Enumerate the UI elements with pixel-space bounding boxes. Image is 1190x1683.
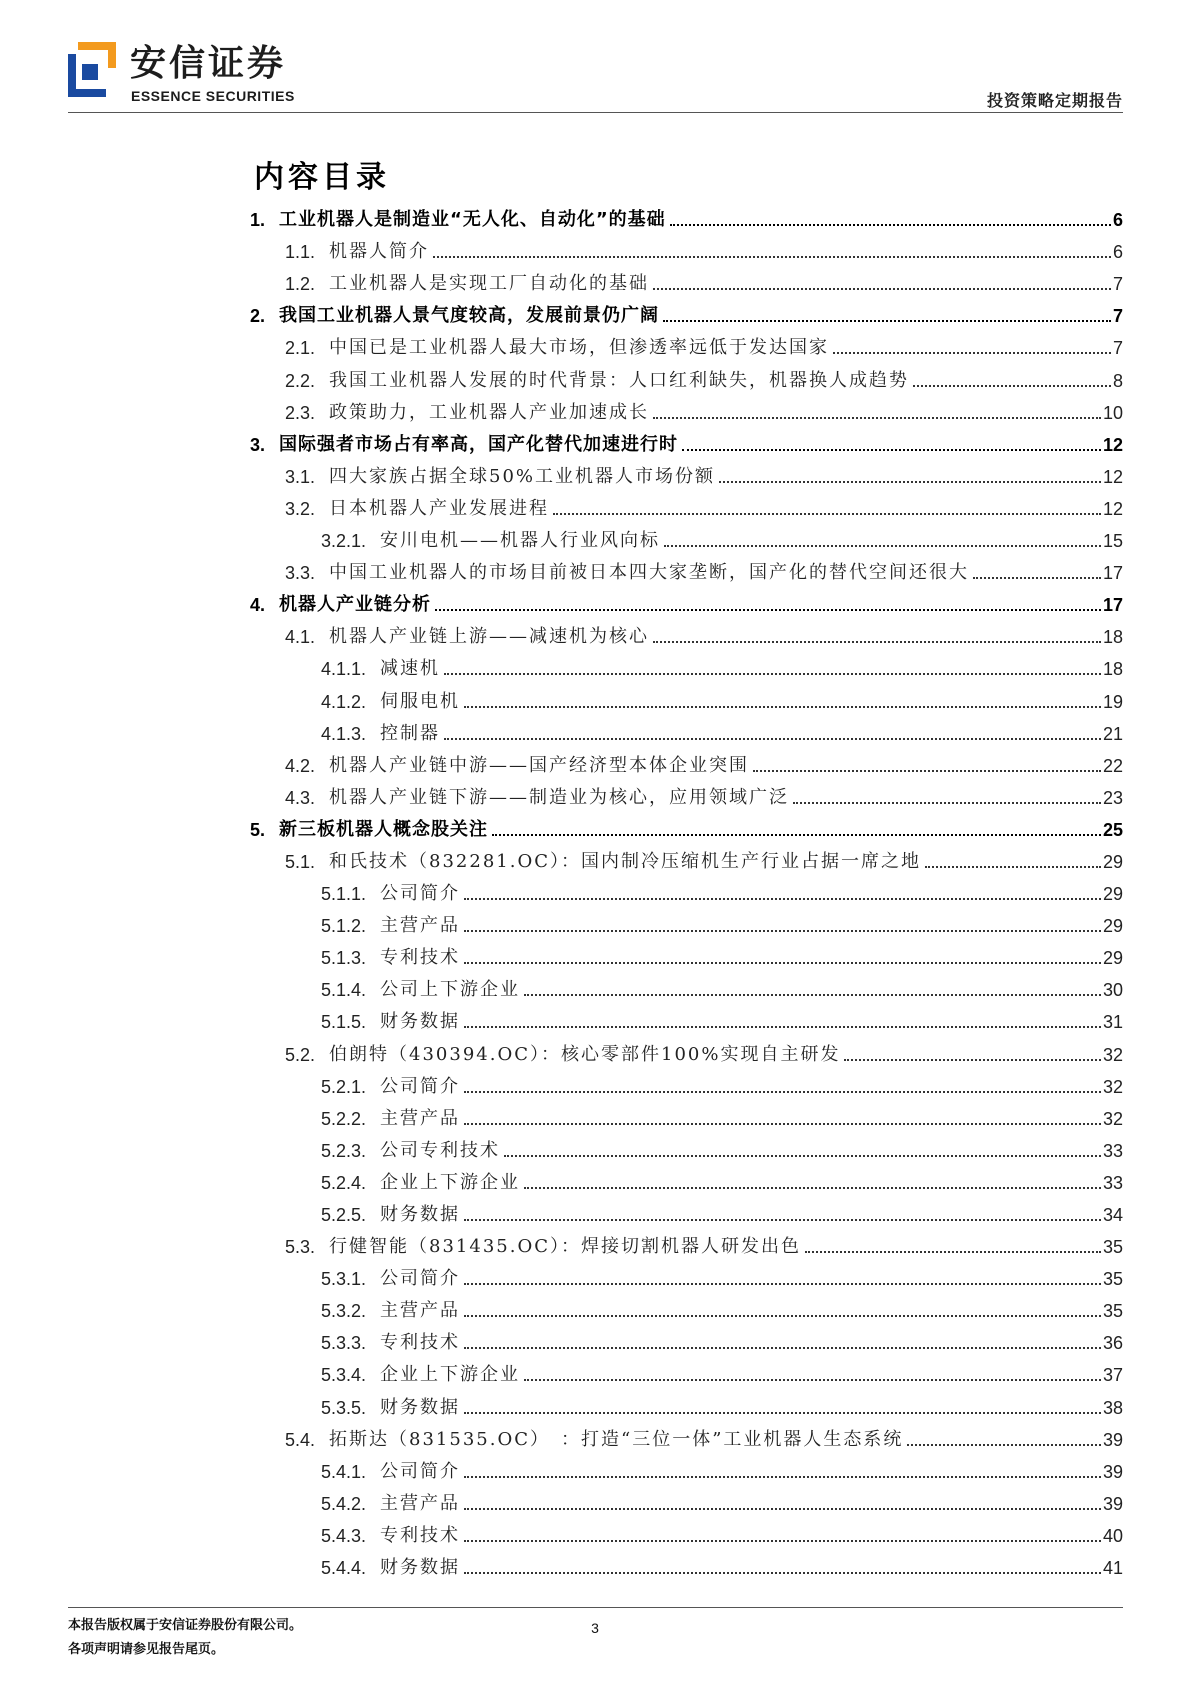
toc-entry-title: 中国工业机器人的市场目前被日本四大家垄断，国产化的替代空间还很大 (329, 562, 970, 584)
toc-entry[interactable] (250, 1420, 1123, 1452)
toc-entry-number: 5.1.5. (321, 1012, 367, 1033)
toc-entry-title: 公司简介 (380, 1268, 461, 1290)
toc-entry[interactable] (250, 425, 1123, 457)
toc-entry-title: 四大家族占据全球50%工业机器人市场份额 (329, 465, 716, 487)
toc-entry-number: 1.2. (285, 274, 316, 295)
toc-entry[interactable] (250, 1067, 1123, 1099)
toc-entry-number: 5.3. (285, 1237, 316, 1258)
toc-entry[interactable] (250, 906, 1123, 938)
toc-entry[interactable] (250, 553, 1123, 585)
toc-entry[interactable] (250, 1227, 1123, 1259)
toc-entry-title: 机器人产业链中游——国产经济型本体企业突围 (329, 754, 750, 776)
toc-entry-page: 25 (1102, 819, 1123, 840)
toc-entry-number: 5.2.5. (321, 1205, 367, 1225)
toc-entry-title: 机器人产业链分析 (279, 594, 432, 616)
toc-entry-number: 5.2.1. (321, 1076, 367, 1097)
toc-entry-page: 19 (1102, 691, 1123, 712)
toc-entry-title: 专利技术 (380, 947, 461, 969)
toc-entry[interactable] (250, 1452, 1123, 1484)
toc-entry[interactable] (250, 810, 1123, 842)
toc-entry-title: 公司专利技术 (380, 1139, 501, 1161)
toc-entry-title: 控制器 (380, 722, 441, 744)
toc-entry-number: 5. (250, 819, 266, 840)
toc-leader-dots (464, 1540, 1101, 1542)
toc-entry[interactable] (250, 393, 1123, 425)
toc-entry-page: 35 (1102, 1269, 1123, 1290)
toc-leader-dots (719, 481, 1101, 483)
toc-leader-dots (464, 930, 1101, 932)
toc-leader-dots (464, 1572, 1101, 1574)
toc-entry-number: 5.3.1. (321, 1269, 367, 1290)
toc-entry-title: 伺服电机 (380, 690, 461, 712)
toc-leader-dots (793, 802, 1101, 804)
toc-leader-dots (464, 1315, 1101, 1317)
toc-entry-number: 4.1.2. (321, 691, 367, 712)
disclaimer-notice: 各项声明请参见报告尾页。 (68, 1642, 225, 1657)
toc-entry-page: 7 (1112, 274, 1123, 295)
toc-entry-title: 企业上下游企业 (380, 1364, 521, 1386)
toc-entry[interactable] (250, 681, 1123, 713)
logo-chinese-name: 安信证券 (130, 43, 287, 84)
toc-leader-dots (464, 898, 1101, 900)
toc-entry-number: 4.1.1. (321, 659, 367, 680)
toc-entry-number: 4. (250, 595, 266, 616)
toc-entry-title: 公司简介 (380, 1075, 461, 1097)
toc-entry[interactable] (250, 746, 1123, 778)
toc-entry-page: 39 (1102, 1493, 1123, 1514)
toc-entry-title: 公司简介 (380, 883, 461, 905)
company-logo (68, 42, 368, 106)
toc-entry-number: 4.1.3. (321, 723, 367, 744)
toc-entry[interactable] (250, 1484, 1123, 1516)
toc-entry-page: 15 (1102, 531, 1123, 552)
toc-entry[interactable] (250, 1131, 1123, 1163)
toc-entry-page: 17 (1102, 563, 1123, 584)
toc-entry-title: 拓斯达（831535.OC） ：打造“三位一体”工业机器人生态系统 (329, 1428, 904, 1450)
toc-entry-number: 1. (250, 210, 266, 231)
toc-leader-dots (464, 1508, 1101, 1510)
toc-leader-dots (653, 641, 1101, 643)
toc-entry[interactable] (250, 521, 1123, 553)
toc-entry-number: 2.1. (285, 338, 316, 359)
toc-entry-page: 29 (1102, 884, 1123, 905)
toc-entry-page: 21 (1102, 723, 1123, 744)
toc-entry-title: 财务数据 (380, 1011, 461, 1033)
toc-entry-title: 我国工业机器人发展的时代背景：人口红利缺失，机器换人成趋势 (329, 369, 910, 391)
toc-entry-title: 机器人简介 (329, 241, 430, 263)
toc-entry-number: 3. (250, 434, 266, 455)
toc-entry-number: 5.1.1. (321, 884, 367, 905)
toc-entry-title: 减速机 (380, 658, 441, 680)
toc-leader-dots (464, 1347, 1101, 1349)
toc-entry-page: 30 (1102, 980, 1123, 1001)
toc-entry-title: 财务数据 (380, 1396, 461, 1418)
toc-entry[interactable] (250, 1323, 1123, 1355)
toc-leader-dots (682, 449, 1101, 451)
toc-entry-page: 35 (1102, 1301, 1123, 1322)
toc-entry-page: 41 (1102, 1558, 1123, 1579)
toc-leader-dots (464, 1283, 1101, 1285)
toc-leader-dots (753, 770, 1101, 772)
toc-leader-dots (464, 1412, 1101, 1414)
copyright-notice: 本报告版权属于安信证券股份有限公司。 (68, 1618, 303, 1633)
toc-entry-page: 33 (1102, 1140, 1123, 1161)
toc-entry-page: 7 (1112, 338, 1123, 359)
toc-entry-number: 5.1.4. (321, 980, 367, 1001)
toc-entry-number: 4.2. (285, 755, 316, 776)
toc-entry-page: 39 (1102, 1461, 1123, 1482)
logo-english-name: ESSENCE SECURITIES (131, 88, 295, 104)
toc-entry-number: 5.2.3. (321, 1140, 367, 1161)
toc-entry[interactable] (250, 714, 1123, 746)
toc-entry[interactable] (250, 328, 1123, 360)
toc-entry[interactable] (250, 1099, 1123, 1131)
toc-entry-page: 10 (1102, 402, 1123, 423)
toc-entry-title: 我国工业机器人景气度较高，发展前景仍广阔 (279, 305, 660, 327)
toc-entry[interactable] (250, 617, 1123, 649)
toc-entry-page: 12 (1102, 498, 1123, 519)
toc-leader-dots (524, 994, 1101, 996)
toc-entry[interactable] (250, 1355, 1123, 1387)
toc-entry-number: 5.1.3. (321, 948, 367, 969)
toc-entry-number: 5.4.4. (321, 1558, 367, 1579)
toc-entry[interactable] (250, 1034, 1123, 1066)
toc-entry-title: 公司简介 (380, 1460, 461, 1482)
toc-leader-dots (464, 1026, 1101, 1028)
toc-entry[interactable] (250, 874, 1123, 906)
toc-entry-title: 行健智能（831435.OC）：焊接切割机器人研发出色 (329, 1236, 801, 1258)
toc-leader-dots (833, 352, 1111, 354)
toc-leader-dots (444, 673, 1101, 675)
toc-leader-dots (444, 738, 1101, 740)
toc-leader-dots (664, 545, 1101, 547)
toc-entry-number: 3.1. (285, 466, 316, 487)
toc-entry-number: 5.3.4. (321, 1365, 367, 1386)
toc-entry-number: 5.2.4. (321, 1172, 367, 1193)
toc-entry-title: 财务数据 (380, 1204, 461, 1225)
toc-entry-page: 37 (1102, 1365, 1123, 1386)
toc-leader-dots (504, 1155, 1101, 1157)
toc-entry-number: 1.1. (285, 242, 316, 263)
toc-title: 内容目录 (254, 160, 390, 195)
footer-divider (68, 1607, 1123, 1608)
toc-entry-number: 5.4. (285, 1429, 316, 1450)
toc-entry-title: 财务数据 (380, 1557, 461, 1579)
toc-entry-number: 5.4.3. (321, 1525, 367, 1546)
toc-entry-page: 34 (1102, 1205, 1123, 1225)
header-divider (68, 112, 1123, 113)
toc-entry-title: 工业机器人是实现工厂自动化的基础 (329, 273, 650, 295)
toc-entry[interactable] (250, 1387, 1123, 1419)
toc-entry-title: 专利技术 (380, 1524, 461, 1546)
toc-entry-number: 5.1. (285, 851, 316, 872)
toc-entry-page: 29 (1102, 948, 1123, 969)
toc-entry-number: 5.2.2. (321, 1108, 367, 1129)
toc-entry-page: 32 (1102, 1076, 1123, 1097)
toc-entry-page: 8 (1112, 370, 1123, 391)
toc-entry-title: 工业机器人是制造业“无人化、自动化”的基础 (279, 209, 666, 231)
toc-entry[interactable] (250, 778, 1123, 810)
toc-entry-number: 5.3.3. (321, 1333, 367, 1354)
toc-entry-number: 5.3.2. (321, 1301, 367, 1322)
toc-entry-page: 18 (1102, 627, 1123, 648)
toc-entry-number: 4.1. (285, 627, 316, 648)
toc-entry-page: 18 (1102, 659, 1123, 680)
toc-entry-number: 2.3. (285, 402, 316, 423)
toc-entry-title: 主营产品 (380, 1300, 461, 1322)
toc-entry[interactable] (250, 1291, 1123, 1323)
toc-entry-page: 32 (1102, 1044, 1123, 1065)
toc-leader-dots (653, 417, 1101, 419)
toc-leader-dots (464, 1219, 1101, 1221)
toc-leader-dots (464, 1091, 1101, 1093)
toc-entry-title: 专利技术 (380, 1332, 461, 1354)
toc-entry-page: 12 (1102, 434, 1123, 455)
toc-entry-number: 4.3. (285, 787, 316, 808)
toc-entry-page: 31 (1102, 1012, 1123, 1033)
toc-entry[interactable] (250, 232, 1123, 264)
toc-entry-page: 36 (1102, 1333, 1123, 1354)
toc-entry[interactable] (250, 489, 1123, 521)
toc-leader-dots (464, 1123, 1101, 1125)
table-of-contents (250, 200, 1123, 1580)
toc-entry-number: 2. (250, 306, 266, 327)
toc-entry[interactable] (250, 296, 1123, 328)
toc-entry-page: 6 (1112, 210, 1123, 231)
toc-entry-number: 5.4.1. (321, 1461, 367, 1482)
toc-entry-title: 公司上下游企业 (380, 979, 521, 1001)
toc-leader-dots (925, 866, 1101, 868)
report-type-label: 投资策略定期报告 (986, 91, 1123, 110)
toc-entry-page: 23 (1102, 787, 1123, 808)
toc-entry[interactable] (250, 264, 1123, 296)
toc-entry-title: 主营产品 (380, 1492, 461, 1514)
toc-entry-title: 政策助力，工业机器人产业加速成长 (329, 401, 650, 423)
toc-entry[interactable] (250, 1516, 1123, 1548)
toc-leader-dots (492, 834, 1101, 836)
toc-leader-dots (433, 256, 1111, 258)
toc-entry-number: 3.3. (285, 563, 316, 584)
toc-entry-page: 6 (1112, 242, 1123, 263)
toc-entry-number: 3.2. (285, 498, 316, 519)
toc-entry-title: 伯朗特（430394.OC）：核心零部件100%实现自主研发 (329, 1043, 841, 1065)
toc-leader-dots (805, 1251, 1101, 1253)
toc-leader-dots (464, 1476, 1101, 1478)
toc-entry[interactable] (250, 1195, 1123, 1227)
toc-leader-dots (553, 513, 1101, 515)
toc-entry-title: 机器人产业链上游——减速机为核心 (329, 626, 650, 648)
toc-entry-page: 7 (1112, 306, 1123, 327)
toc-entry-page: 17 (1102, 595, 1123, 616)
toc-entry-number: 2.2. (285, 370, 316, 391)
toc-entry-page: 29 (1102, 851, 1123, 872)
toc-entry-page: 12 (1102, 466, 1123, 487)
toc-entry-title: 机器人产业链下游——制造业为核心，应用领域广泛 (329, 786, 790, 808)
toc-entry[interactable] (250, 1002, 1123, 1034)
toc-entry-title: 国际强者市场占有率高，国产化替代加速进行时 (279, 433, 679, 455)
toc-entry[interactable] (250, 585, 1123, 617)
toc-leader-dots (464, 706, 1101, 708)
toc-entry-page: 38 (1102, 1397, 1123, 1418)
toc-entry[interactable] (250, 1163, 1123, 1195)
toc-entry[interactable] (250, 842, 1123, 874)
toc-entry-title: 新三板机器人概念股关注 (279, 818, 489, 840)
toc-leader-dots (907, 1444, 1101, 1446)
toc-entry[interactable] (250, 970, 1123, 1002)
toc-entry[interactable] (250, 457, 1123, 489)
toc-entry[interactable] (250, 200, 1123, 232)
logo-mark-icon (68, 42, 116, 97)
toc-leader-dots (524, 1379, 1101, 1381)
toc-leader-dots (464, 962, 1101, 964)
toc-entry-number: 5.3.5. (321, 1397, 367, 1418)
toc-entry-page: 40 (1102, 1525, 1123, 1546)
page-number: 3 (591, 1620, 599, 1636)
toc-entry-page: 33 (1102, 1172, 1123, 1193)
toc-leader-dots (435, 609, 1101, 611)
toc-entry-page: 22 (1102, 755, 1123, 776)
toc-entry-page: 29 (1102, 916, 1123, 937)
toc-entry-title: 中国已是工业机器人最大市场，但渗透率远低于发达国家 (329, 337, 830, 359)
toc-leader-dots (663, 320, 1111, 322)
toc-entry[interactable] (250, 938, 1123, 970)
toc-leader-dots (524, 1187, 1101, 1189)
toc-entry-title: 主营产品 (380, 1107, 461, 1129)
toc-entry[interactable] (250, 1548, 1123, 1580)
toc-entry-page: 32 (1102, 1108, 1123, 1129)
toc-entry-number: 5.1.2. (321, 916, 367, 937)
toc-leader-dots (653, 288, 1111, 290)
toc-entry-title: 和氏技术（832281.OC）：国内制冷压缩机生产行业占据一席之地 (329, 850, 921, 872)
toc-entry-title: 安川电机——机器人行业风向标 (380, 530, 661, 552)
toc-entry-number: 5.2. (285, 1044, 316, 1065)
toc-entry-title: 日本机器人产业发展进程 (329, 497, 550, 519)
toc-entry-page: 39 (1102, 1429, 1123, 1450)
toc-entry[interactable] (250, 649, 1123, 681)
toc-leader-dots (973, 577, 1101, 579)
toc-entry-number: 3.2.1. (321, 531, 367, 552)
toc-leader-dots (670, 224, 1111, 226)
toc-entry-number: 5.4.2. (321, 1493, 367, 1514)
toc-entry[interactable] (250, 1259, 1123, 1291)
toc-entry-page: 35 (1102, 1237, 1123, 1258)
toc-entry-title: 主营产品 (380, 915, 461, 937)
toc-leader-dots (913, 385, 1111, 387)
toc-entry[interactable] (250, 360, 1123, 392)
toc-entry-title: 企业上下游企业 (380, 1171, 521, 1193)
toc-leader-dots (844, 1059, 1101, 1061)
